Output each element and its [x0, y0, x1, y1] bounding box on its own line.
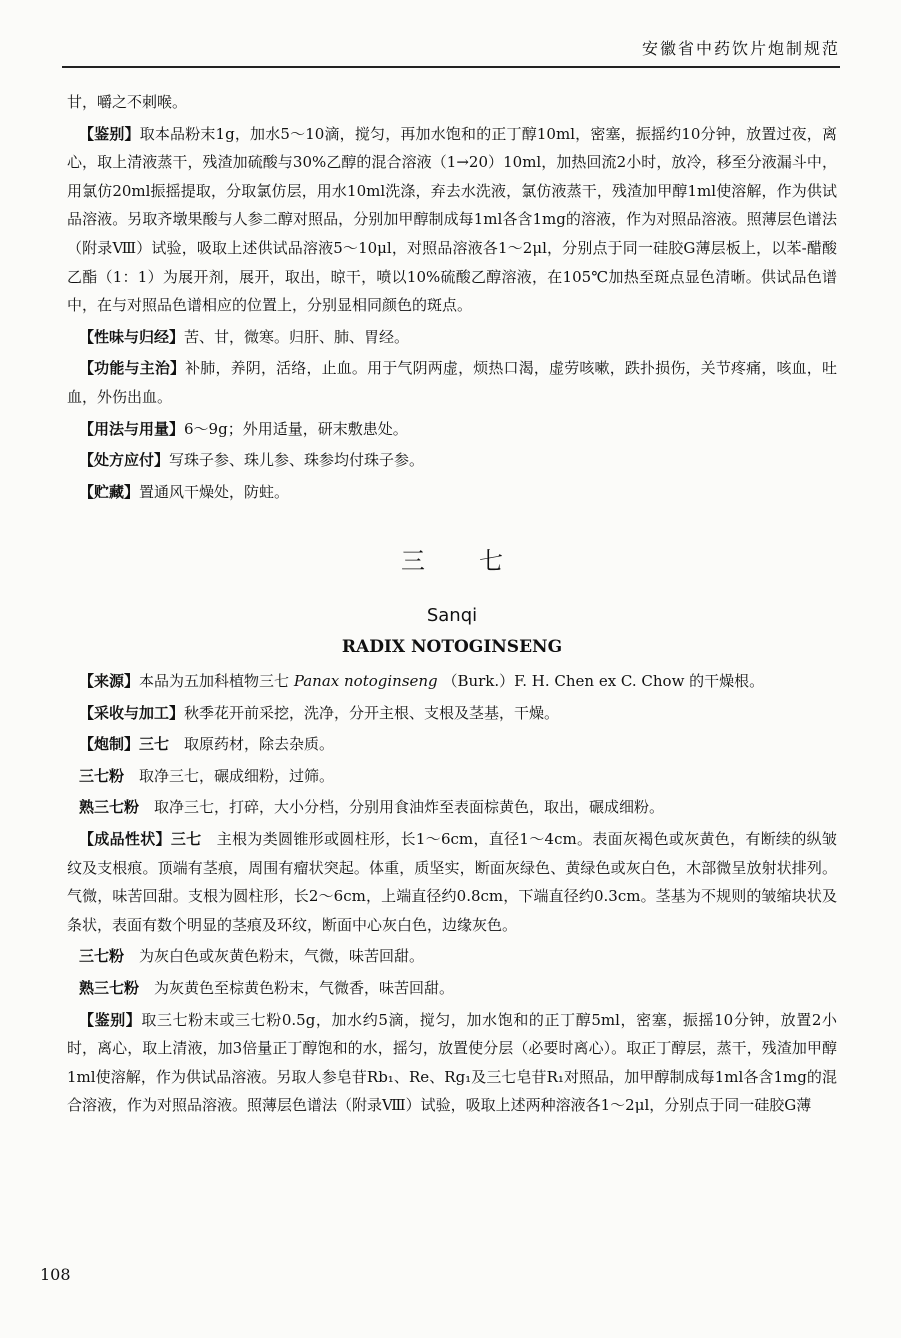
- prev-function-text: 补肺，养阴，活络，止血。用于气阴两虚，烦热口渴，虚劳咳嗽，跌扑损伤，关节疼痛，咳血，吐血，外伤出血。: [67, 359, 837, 406]
- entry-processing-label: 【炮制】: [79, 735, 140, 754]
- entry-character-item3-name: 熟三七粉: [79, 979, 140, 998]
- entry-processing-item2-name: 三七粉: [79, 766, 125, 785]
- section-gap: [67, 509, 837, 547]
- prev-function-label: 【功能与主治】: [79, 359, 186, 378]
- entry-character-item2-text: 为灰白色或灰黄色粉末，气微，味苦回甜。: [124, 947, 425, 966]
- entry-harvest-text: 秋季花开前采挖，洗净，分开主根、支根及茎基，干燥。: [184, 703, 560, 722]
- entry-source: [67, 667, 837, 696]
- prev-dosage-text: 6～9g；外用适量，研末敷患处。: [184, 419, 408, 438]
- prev-storage-label: 【贮藏】: [79, 482, 140, 501]
- entry-character-item2: [67, 942, 837, 971]
- entry-processing-item2-text: 取净三七，碾成细粉，过筛。: [124, 766, 335, 785]
- entry-processing-item1-text: 取原药材，除去杂质。: [169, 735, 335, 754]
- entry-processing-item3: [67, 793, 837, 822]
- entry-identification-text: 取三七粉末或三七粉0.5g，加水约5滴，搅匀，加水饱和的正丁醇5ml，密塞，振摇10分钟，放置2小时，离心，取上清液，加3倍量正丁醇饱和的水，摇匀，放置使分层（必要时离心）。取正丁醇层，蒸干，残渣加甲醇1ml使溶解，作为供试品溶液。另取人参皂苷Rb₁、Re、Rg₁及三七皂苷R₁对照品，加甲醇制成每1ml各含1mg的混合溶液，作为对照品溶液。照薄层色谱法（附录Ⅷ）试验，吸取上述两种溶液各1～2μl，分别点于同一硅胶G薄: [67, 1010, 837, 1115]
- prev-function: [67, 354, 837, 411]
- entry-identification-label: 【鉴别】: [79, 1010, 142, 1029]
- prev-identification-text: 取本品粉末1g，加水5～10滴，搅匀，再加水饱和的正丁醇10ml，密塞，振摇约10分钟，放置过夜，离心，取上清液蒸干，残渣加硫酸与30%乙醇的混合溶液（1→20）10ml，加热回流2小时，放冷，移至分液漏斗中，用氯仿20ml振摇提取，分取氯仿层，用水10ml洗涤，弃去水洗液，氯仿液蒸干，残渣加甲醇1ml使溶解，作为供试品溶液。另取齐墩果酸与人参二醇对照品，分别加甲醇制成每1ml各含1mg的溶液，作为对照品溶液。照薄层色谱法（附录Ⅷ）试验，吸取上述供试品溶液5～10μl，对照品溶液各1～2μl，分别点于同一硅胶G薄层板上，以苯-醋酸乙酯（1：1）为展开剂，展开，取出，晾干，喷以10%硫酸乙醇溶液，在105℃加热至斑点显色清晰。供试品色谱中，在与对照品色谱相应的位置上，分别显相同颜色的斑点。: [67, 124, 837, 315]
- prev-dispensing-text: 写珠子参、珠儿参、珠参均付珠子参。: [169, 451, 425, 470]
- entry-processing-item1-name: 三七: [139, 735, 170, 754]
- entry-processing-item2: [67, 762, 837, 791]
- entry-character-item1-name: 三七: [170, 830, 202, 849]
- prev-dosage: [67, 415, 837, 444]
- header-rule: [62, 66, 840, 68]
- entry-harvest: [67, 699, 837, 728]
- prev-dispensing-label: 【处方应付】: [79, 451, 170, 470]
- entry-source-text-b: （Burk.）F. H. Chen ex C. Chow 的干燥根。: [442, 672, 765, 691]
- running-header: 安徽省中药饮片炮制规范: [641, 39, 840, 58]
- page-number: 108: [40, 1265, 71, 1284]
- prev-identification-label: 【鉴别】: [79, 124, 140, 143]
- entry-harvest-label: 【采收与加工】: [79, 703, 185, 722]
- entry-processing-item3-text: 取净三七，打碎，大小分档，分别用食油炸至表面棕黄色，取出，碾成细粉。: [139, 798, 665, 817]
- prev-dosage-label: 【用法与用量】: [79, 419, 185, 438]
- prev-identification: [67, 120, 837, 320]
- entry-character-item3-text: 为灰黄色至棕黄色粉末，气微香，味苦回甜。: [139, 979, 455, 998]
- entry-source-label: 【来源】: [79, 672, 140, 691]
- entry-processing: [67, 730, 837, 759]
- page-body: [67, 88, 837, 1123]
- prev-continuation: 甘，嚼之不刺喉。: [67, 93, 188, 111]
- prev-nature-label: 【性味与归经】: [79, 327, 185, 346]
- entry-title-pinyin: Sanqi: [426, 604, 478, 626]
- prev-dispensing: [67, 446, 837, 475]
- entry-character-item2-name: 三七粉: [79, 947, 125, 966]
- entry-source-text-a: 本品为五加科植物三七: [139, 672, 290, 691]
- entry-title-chinese: 三七: [401, 547, 557, 576]
- entry-identification: [67, 1006, 837, 1120]
- prev-storage-text: 置通风干燥处，防蛀。: [139, 482, 290, 501]
- entry-character-label: 【成品性状】: [79, 830, 171, 849]
- entry-character-item3: [67, 974, 837, 1003]
- entry-title-latin: RADIX NOTOGINSENG: [341, 636, 563, 657]
- entry-source-latin: Panax notoginseng: [293, 672, 438, 691]
- entry-character: [67, 825, 837, 939]
- entry-processing-item3-name: 熟三七粉: [79, 798, 140, 817]
- entry-character-item1-text: 主根为类圆锥形或圆柱形，长1～6cm，直径1～4cm。表面灰褐色或灰黄色，有断续的纵皱纹及支根痕。顶端有茎痕，周围有瘤状突起。体重，质坚实，断面灰绿色、黄绿色或灰白色，木部微呈放射状排列。气微，味苦回甜。支根为圆柱形，长2～6cm，上端直径约0.8cm，下端直径约0.3cm。茎基为不规则的皱缩块状及条状，表面有数个明显的茎痕及环纹，断面中心灰白色，边缘灰色。: [67, 830, 837, 934]
- prev-nature-text: 苦、甘，微寒。归肝、肺、胃经。: [184, 327, 410, 346]
- prev-storage: [67, 478, 837, 507]
- prev-nature: [67, 323, 837, 352]
